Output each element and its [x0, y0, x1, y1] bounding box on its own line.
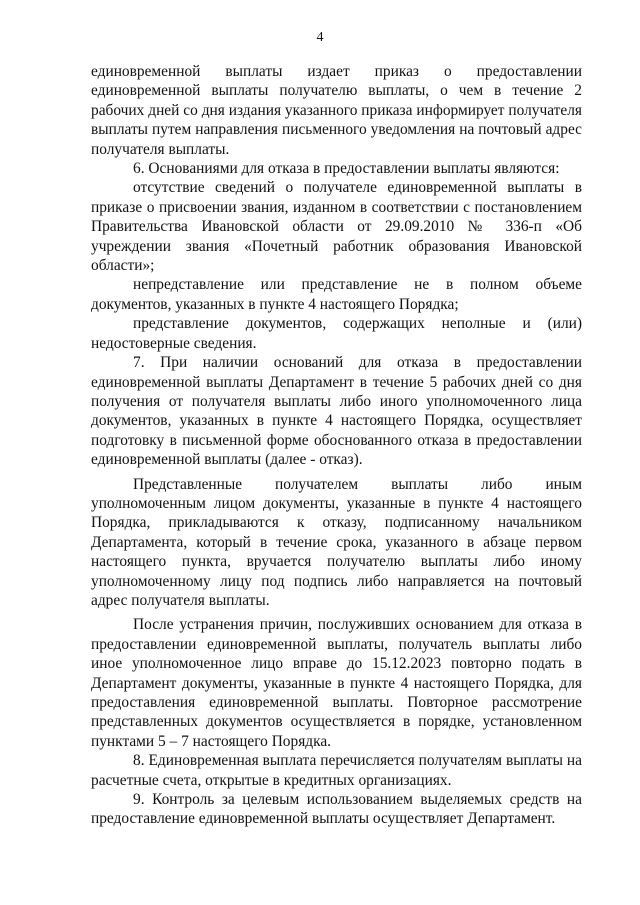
paragraph-item-8: 8. Единовременная выплата перечисляется получателям выплаты на расчетные счета, открытые в кредитных организациях.: [91, 752, 582, 789]
page-number: 4: [316, 30, 324, 45]
paragraph-continuation: единовременной выплаты издает приказ о предоставлении единовременной выплаты получателю выплаты, о чем в течение 2 рабочих дней со дня издания указанного приказа информирует получателя выплаты путем направления письменного уведомления на почтовый адрес получателя выплаты.: [91, 63, 582, 158]
paragraph-reason-2: непредставление или представление не в полном объеме документов, указанных в пункте 4 настоящего Порядка;: [91, 276, 582, 313]
paragraph-item-7: 7. При наличии оснований для отказа в предоставлении единовременной выплаты Департамент в течение 5 рабочих дней со дня получения от получателя выплаты либо иного уполномоченного лица документов, указанных в пункте 4 настоящего Порядка, осуществляет подготовку в письменной форме обоснованного отказа в предоставлении единовременной выплаты (далее - отказ).: [91, 354, 582, 469]
document-body: [91, 62, 582, 829]
paragraph-reason-3: представление документов, содержащих неполные и (или) недостоверные сведения.: [91, 315, 582, 352]
paragraph-item-9: 9. Контроль за целевым использованием выделяемых средств на предоставление единовременной выплаты осуществляет Департамент.: [91, 791, 582, 828]
paragraph-resubmission: После устранения причин, послуживших основанием для отказа в предоставлении единовременной выплаты, получатель выплаты либо иное уполномоченное лицо вправе до 15.12.2023 повторно подать в Департамент документы, указанные в пункте 4 настоящего Порядка, для предоставления единовременной выплаты. Повторное рассмотрение представленных документов осуществляется в порядке, установленном пунктами 5 – 7 настоящего Порядка.: [91, 616, 582, 750]
paragraph-item-6: 6. Основаниями для отказа в предоставлении выплаты являются:: [133, 160, 560, 178]
paragraph-documents-return: Представленные получателем выплаты либо иным уполномоченным лицом документы, указанные в пункте 4 настоящего Порядка, прикладываются к отказу, подписанному начальником Департамента, который в течение срока, указанного в абзаце первом настоящего пункта, вручается получателю выплаты либо иному уполномоченному лицу под подпись либо направляется на почтовый адрес получателя выплаты.: [91, 475, 582, 609]
paragraph-reason-1: отсутствие сведений о получателе единовременной выплаты в приказе о присвоении звания, изданном в соответствии с постановлением Правительства Ивановской области от 29.09.2010 № 336-п «Об учреждении звания «Почетный работник образования Ивановской области»;: [91, 179, 582, 275]
